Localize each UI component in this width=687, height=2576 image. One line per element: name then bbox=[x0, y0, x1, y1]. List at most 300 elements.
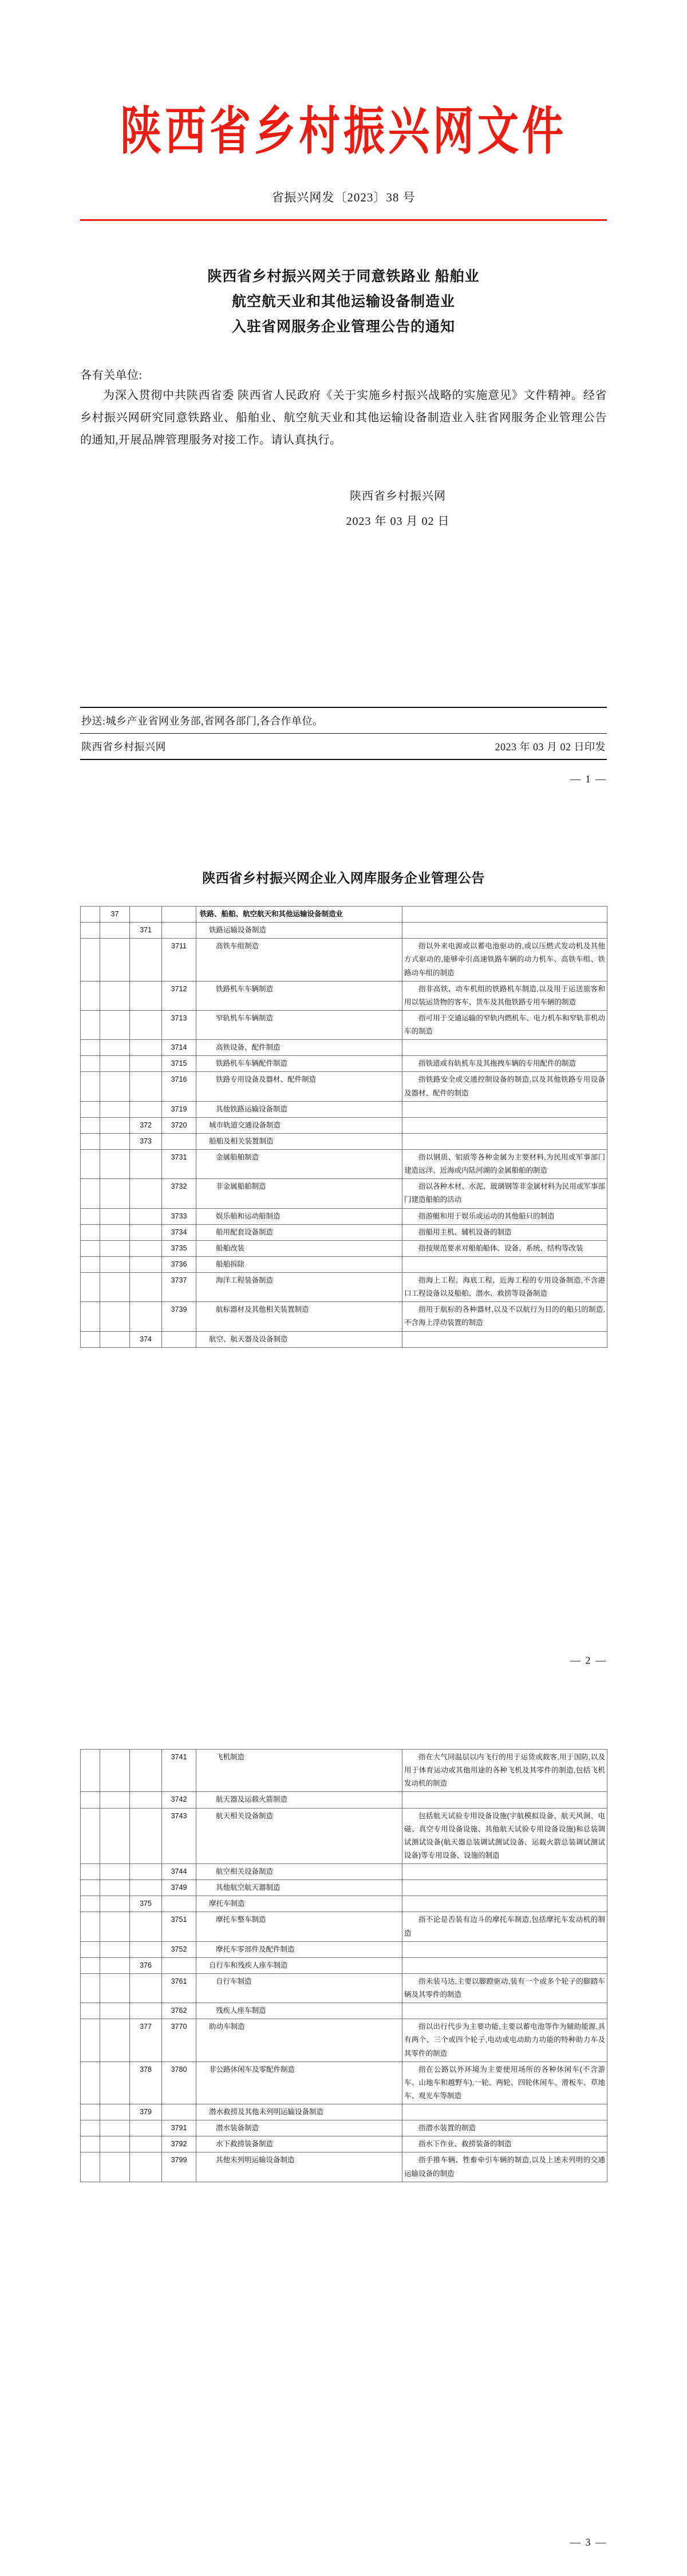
cell-col-a bbox=[81, 1208, 100, 1224]
cell-col-a bbox=[81, 1273, 100, 1302]
cell-category-name: 航空、航天器及设备制造 bbox=[196, 1331, 402, 1347]
cell-category-name: 铁路、船舶、航空航天和其他运输设备制造业 bbox=[196, 907, 402, 923]
cell-class-code: 3749 bbox=[162, 1880, 196, 1896]
document-page-2 bbox=[0, 813, 687, 1694]
table-row bbox=[81, 2003, 607, 2019]
cell-group-code bbox=[130, 907, 162, 923]
cell-category-name: 航空相关设备制造 bbox=[196, 1864, 402, 1880]
cell-section-code bbox=[100, 2104, 130, 2120]
cell-group-code: 371 bbox=[130, 923, 162, 939]
cell-col-a bbox=[81, 2104, 100, 2120]
cell-section-code bbox=[100, 2003, 130, 2019]
page-title-line-2: 航空航天业和其他运输设备制造业 bbox=[231, 294, 455, 310]
table-row bbox=[81, 1040, 607, 1056]
cell-col-a bbox=[81, 1117, 100, 1133]
cell-class-code: 3770 bbox=[162, 2019, 196, 2061]
cell-section-code bbox=[100, 1256, 130, 1272]
cell-class-code: 3761 bbox=[162, 1973, 196, 2003]
cell-section-code bbox=[100, 2120, 130, 2136]
description-text: 指铁路安全或交通控制设备的制造,以及其他铁路专用设备及器材、配件的制造 bbox=[404, 1075, 605, 1097]
cell-col-a bbox=[81, 1010, 100, 1039]
cell-class-code: 3762 bbox=[162, 2003, 196, 2019]
description-text: 指船用主机、辅机设备的制造 bbox=[418, 1228, 512, 1236]
cell-category-name: 铁路运输设备制造 bbox=[196, 923, 402, 939]
table-row bbox=[81, 1973, 607, 2003]
cell-col-a bbox=[81, 2019, 100, 2061]
cell-category-name: 铁路机车车辆配件制造 bbox=[196, 1056, 402, 1072]
cell-col-a bbox=[81, 2003, 100, 2019]
cell-description bbox=[402, 2152, 607, 2182]
document-page-3 bbox=[0, 1694, 687, 2576]
cell-class-code: 3743 bbox=[162, 1808, 196, 1864]
cell-section-code bbox=[100, 1808, 130, 1864]
cell-section-code bbox=[100, 1864, 130, 1880]
table-row bbox=[81, 2104, 607, 2120]
body-paragraph: 为深入贯彻中共陕西省委 陕西省人民政府《关于实施乡村振兴战略的实施意见》文件精神。经省乡村振兴网研究同意铁路业、船舶业、航空航天业和其他运输设备制造业入驻省网服务企业管理公告的通知,开展品牌管理服务对接工作。请认真执行。 bbox=[80, 389, 607, 447]
cell-section-code bbox=[100, 1912, 130, 1941]
cell-col-a bbox=[81, 939, 100, 981]
cell-category-name: 残疾人座车制造 bbox=[196, 2003, 402, 2019]
signature-date: 2023 年 03 月 02 日 bbox=[346, 515, 450, 528]
cell-category-name: 窄轨机车车辆制造 bbox=[196, 1010, 402, 1039]
page-title-line-1: 陕西省乡村振兴网关于同意铁路业 船舶业 bbox=[207, 269, 480, 285]
cell-col-a bbox=[81, 2136, 100, 2152]
cell-class-code: 3719 bbox=[162, 1101, 196, 1117]
cell-category-name: 船舶拆除 bbox=[196, 1256, 402, 1272]
cell-class-code: 3733 bbox=[162, 1208, 196, 1224]
description-text: 指手推车辆、牲畜牵引车辆的制造,以及上述未列明的交通运输设备的制造 bbox=[404, 2156, 605, 2178]
cc-text: 抄送:城乡产业省网业务部,省网各部门,各合作单位。 bbox=[81, 715, 323, 727]
cell-class-code bbox=[162, 1331, 196, 1347]
cell-group-code bbox=[130, 2152, 162, 2182]
cell-description bbox=[402, 1056, 607, 1072]
description-text: 包括航天试验专用设备设施(宇航模拟设备、航天风洞、电磁、真空专用设备设施、其他航天试验专用设备设施)和总装调试测试设备(航天器总装调试测试设备、运载火箭总装调试测试设备)等专用设备、设施的制造 bbox=[404, 1811, 605, 1859]
cell-category-name: 航天器及运载火箭制造 bbox=[196, 1792, 402, 1808]
cell-description bbox=[402, 1957, 607, 1973]
cell-group-code: 375 bbox=[130, 1896, 162, 1912]
cell-section-code bbox=[100, 923, 130, 939]
cell-col-a bbox=[81, 1912, 100, 1941]
issuer-name: 陕西省乡村振兴网 bbox=[81, 741, 166, 753]
cell-section-code bbox=[100, 1056, 130, 1072]
cell-category-name: 飞机制造 bbox=[196, 1750, 402, 1792]
annex-title: 陕西省乡村振兴网企业入网库服务企业管理公告 bbox=[202, 870, 485, 885]
table-row bbox=[81, 1880, 607, 1896]
document-page-1 bbox=[0, 0, 687, 813]
cell-class-code: 3711 bbox=[162, 939, 196, 981]
cell-category-name: 助动车制造 bbox=[196, 2019, 402, 2061]
cell-description bbox=[402, 1133, 607, 1149]
table-row bbox=[81, 1072, 607, 1101]
table-row bbox=[81, 1240, 607, 1256]
cell-group-code: 379 bbox=[130, 2104, 162, 2120]
table-row bbox=[81, 1273, 607, 1302]
cell-section-code: 37 bbox=[100, 907, 130, 923]
cell-description bbox=[402, 1208, 607, 1224]
cell-col-a bbox=[81, 981, 100, 1010]
cell-class-code bbox=[162, 1896, 196, 1912]
cell-description bbox=[402, 1973, 607, 2003]
cell-category-name: 娱乐船和运动船制造 bbox=[196, 1208, 402, 1224]
table-row bbox=[81, 1302, 607, 1331]
cell-class-code bbox=[162, 1133, 196, 1149]
cell-description bbox=[402, 1792, 607, 1808]
cell-group-code bbox=[130, 1150, 162, 1179]
description-text: 指以出行代步为主要功能,主要以蓄电池等作为辅助能源,具有两个、三个或四个轮子,电动或电动助力功能的特种助力车及其零件的制造 bbox=[404, 2023, 605, 2057]
cell-category-name: 摩托车零部件及配件制造 bbox=[196, 1941, 402, 1957]
cell-col-a bbox=[81, 2061, 100, 2104]
cell-section-code bbox=[100, 1179, 130, 1208]
cell-group-code: 378 bbox=[130, 2061, 162, 2104]
cell-col-a bbox=[81, 1224, 100, 1240]
cell-class-code bbox=[162, 1957, 196, 1973]
cell-class-code: 3714 bbox=[162, 1040, 196, 1056]
cell-class-code: 3752 bbox=[162, 1941, 196, 1957]
table-row bbox=[81, 981, 607, 1010]
cell-section-code bbox=[100, 1133, 130, 1149]
cell-class-code: 3731 bbox=[162, 1150, 196, 1179]
cell-description bbox=[402, 1240, 607, 1256]
cell-section-code bbox=[100, 1941, 130, 1957]
issue-date: 2023 年 03 月 02 日印发 bbox=[495, 741, 606, 753]
cell-section-code bbox=[100, 1208, 130, 1224]
classification-table-page3 bbox=[80, 1749, 607, 2182]
description-text: 指游艇和用于娱乐或运动的其他船只的制造 bbox=[418, 1212, 555, 1220]
cell-category-name: 水下救捞装备制造 bbox=[196, 2136, 402, 2152]
cell-category-name: 高铁设备、配件制造 bbox=[196, 1040, 402, 1056]
cell-col-a bbox=[81, 1808, 100, 1864]
cell-col-a bbox=[81, 1150, 100, 1179]
cell-class-code: 3732 bbox=[162, 1179, 196, 1208]
table-row bbox=[81, 1808, 607, 1864]
table-row bbox=[81, 2061, 607, 2104]
cell-col-a bbox=[81, 1331, 100, 1347]
cell-col-a bbox=[81, 1896, 100, 1912]
cell-description bbox=[402, 2019, 607, 2061]
table-row bbox=[81, 1256, 607, 1272]
document-number: 省振兴网发〔2023〕38 号 bbox=[271, 191, 416, 205]
cell-description bbox=[402, 939, 607, 981]
cell-col-a bbox=[81, 1072, 100, 1101]
cell-description bbox=[402, 1331, 607, 1347]
cell-col-a bbox=[81, 1040, 100, 1056]
signer-name: 陕西省乡村振兴网 bbox=[350, 490, 446, 503]
cell-description bbox=[402, 1880, 607, 1896]
description-text: 指不论是否装有边斗的摩托车制造,包括摩托车发动机的制造 bbox=[404, 1916, 605, 1937]
cell-category-name: 铁路专用设备及器材、配件制造 bbox=[196, 1072, 402, 1101]
description-text: 指以各种木材、水泥、玻璃钢等非金属材料为民用或军事部门建造船舶的活动 bbox=[404, 1182, 605, 1204]
cell-description bbox=[402, 1273, 607, 1302]
cell-category-name: 高铁车组制造 bbox=[196, 939, 402, 981]
issuer-line bbox=[80, 734, 607, 759]
cell-group-code bbox=[130, 1302, 162, 1331]
footer-rule-bottom bbox=[80, 759, 607, 760]
cell-class-code bbox=[162, 923, 196, 939]
cell-class-code bbox=[162, 907, 196, 923]
table-row bbox=[81, 1010, 607, 1039]
cell-class-code: 3736 bbox=[162, 1256, 196, 1272]
cell-group-code bbox=[130, 1240, 162, 1256]
cell-description bbox=[402, 923, 607, 939]
cell-section-code bbox=[100, 1150, 130, 1179]
table-row bbox=[81, 2120, 607, 2136]
cell-class-code: 3744 bbox=[162, 1864, 196, 1880]
cell-description bbox=[402, 1808, 607, 1864]
cell-group-code bbox=[130, 1256, 162, 1272]
cell-class-code bbox=[162, 2104, 196, 2120]
cell-col-a bbox=[81, 1133, 100, 1149]
cell-description bbox=[402, 1256, 607, 1272]
cell-section-code bbox=[100, 1880, 130, 1896]
cell-group-code: 376 bbox=[130, 1957, 162, 1973]
cell-description bbox=[402, 1117, 607, 1133]
cell-section-code bbox=[100, 2152, 130, 2182]
cell-group-code bbox=[130, 1010, 162, 1039]
cell-group-code bbox=[130, 1973, 162, 2003]
cell-group-code bbox=[130, 1912, 162, 1941]
cell-section-code bbox=[100, 2019, 130, 2061]
masthead-title: 陕西省乡村振兴网文件 bbox=[120, 103, 567, 160]
cell-description bbox=[402, 1864, 607, 1880]
table-row bbox=[81, 1896, 607, 1912]
table-row bbox=[81, 2152, 607, 2182]
cell-section-code bbox=[100, 981, 130, 1010]
cell-description bbox=[402, 1941, 607, 1957]
cell-group-code bbox=[130, 1792, 162, 1808]
description-text: 指在大气同温层以内飞行的用于运货或载客,用于国防,以及用于体育运动或其他用途的各种飞机及其零件的制造,包括飞机发动机的制造 bbox=[404, 1753, 605, 1788]
cell-group-code bbox=[130, 939, 162, 981]
cell-class-code: 3737 bbox=[162, 1273, 196, 1302]
cell-group-code: 373 bbox=[130, 1133, 162, 1149]
cell-description bbox=[402, 1912, 607, 1941]
page-number: — 3 — bbox=[570, 2537, 607, 2548]
cell-category-name: 海洋工程装备制造 bbox=[196, 1273, 402, 1302]
cell-group-code bbox=[130, 1750, 162, 1792]
cell-category-name: 船舶改装 bbox=[196, 1240, 402, 1256]
table-row bbox=[81, 1056, 607, 1072]
description-text: 指水下作业、救捞装备的制造 bbox=[418, 2140, 512, 2148]
cell-col-a bbox=[81, 1750, 100, 1792]
cell-category-name: 城市轨道交通设备制造 bbox=[196, 1117, 402, 1133]
cell-group-code bbox=[130, 1808, 162, 1864]
table-row bbox=[81, 1208, 607, 1224]
table-row bbox=[81, 1101, 607, 1117]
cell-section-code bbox=[100, 1224, 130, 1240]
cell-group-code: 377 bbox=[130, 2019, 162, 2061]
page-title-line-3: 入驻省网服务企业管理公告的通知 bbox=[231, 319, 455, 335]
cell-category-name: 船用配套设备制造 bbox=[196, 1224, 402, 1240]
salutation: 各有关单位: bbox=[80, 369, 143, 382]
cell-section-code bbox=[100, 1010, 130, 1039]
page-number: — 2 — bbox=[570, 1655, 607, 1666]
cell-col-a bbox=[81, 1957, 100, 1973]
table-row bbox=[81, 1224, 607, 1240]
cell-class-code: 3713 bbox=[162, 1010, 196, 1039]
cell-section-code bbox=[100, 2061, 130, 2104]
cell-category-name: 非金属船舶制造 bbox=[196, 1179, 402, 1208]
cell-group-code bbox=[130, 1056, 162, 1072]
cell-section-code bbox=[100, 1973, 130, 2003]
cell-description bbox=[402, 2003, 607, 2019]
cell-group-code: 374 bbox=[130, 1331, 162, 1347]
cell-group-code bbox=[130, 1880, 162, 1896]
cell-description bbox=[402, 981, 607, 1010]
cell-class-code: 3742 bbox=[162, 1792, 196, 1808]
cell-section-code bbox=[100, 1273, 130, 1302]
description-text: 指未装马达,主要以脚蹬驱动,装有一个或多个轮子的脚踏车辆及其零件的制造 bbox=[404, 1977, 605, 1999]
table-row bbox=[81, 1133, 607, 1149]
cell-description bbox=[402, 907, 607, 923]
table-row bbox=[81, 1150, 607, 1179]
cell-description bbox=[402, 2061, 607, 2104]
cell-col-a bbox=[81, 923, 100, 939]
cell-group-code bbox=[130, 1224, 162, 1240]
cell-description bbox=[402, 1179, 607, 1208]
table-row bbox=[81, 1792, 607, 1808]
cell-group-code bbox=[130, 981, 162, 1010]
cell-category-name: 潜水装备制造 bbox=[196, 2120, 402, 2136]
cell-description bbox=[402, 1010, 607, 1039]
description-text: 指海上工程、海底工程、近海工程的专用设备制造,不含港口工程设备以及船舶、潜水、救捞等设备制造 bbox=[404, 1276, 605, 1298]
cell-description bbox=[402, 2136, 607, 2152]
page-number: — 1 — bbox=[570, 773, 607, 785]
cell-description bbox=[402, 1302, 607, 1331]
description-text: 指按规范要求对船舶船体、设备、系统、结构等改装 bbox=[418, 1244, 583, 1252]
table-row bbox=[81, 1117, 607, 1133]
description-text: 指铁道或有轨机车及其拖拽车辆的专用配件的制造 bbox=[418, 1059, 577, 1068]
cell-description bbox=[402, 1750, 607, 1792]
cell-description bbox=[402, 1101, 607, 1117]
table-row bbox=[81, 1941, 607, 1957]
cell-class-code: 3741 bbox=[162, 1750, 196, 1792]
cell-category-name: 船舶及相关装置制造 bbox=[196, 1133, 402, 1149]
cell-category-name: 潜水救捞及其他未列明运输设备制造 bbox=[196, 2104, 402, 2120]
description-text: 指以钢质、铝质等各种金属为主要材料,为民用或军事部门建造远洋、近海或内陆河湖的金属船舶的制造 bbox=[404, 1153, 605, 1175]
cell-description bbox=[402, 2120, 607, 2136]
cell-group-code bbox=[130, 2136, 162, 2152]
cell-description bbox=[402, 1150, 607, 1179]
cell-class-code: 3720 bbox=[162, 1117, 196, 1133]
cell-class-code: 3751 bbox=[162, 1912, 196, 1941]
cell-class-code: 3716 bbox=[162, 1072, 196, 1101]
cell-description bbox=[402, 2104, 607, 2120]
page-title bbox=[80, 264, 607, 339]
table-row bbox=[81, 939, 607, 981]
cell-category-name: 摩托车整车制造 bbox=[196, 1912, 402, 1941]
cell-col-a bbox=[81, 1941, 100, 1957]
cell-class-code: 3791 bbox=[162, 2120, 196, 2136]
cell-class-code: 3799 bbox=[162, 2152, 196, 2182]
cell-section-code bbox=[100, 1331, 130, 1347]
cc-line bbox=[80, 708, 607, 733]
cell-group-code bbox=[130, 1208, 162, 1224]
cell-col-a bbox=[81, 1864, 100, 1880]
cell-col-a bbox=[81, 2152, 100, 2182]
cell-col-a bbox=[81, 2120, 100, 2136]
cell-section-code bbox=[100, 1101, 130, 1117]
cell-section-code bbox=[100, 1957, 130, 1973]
cell-category-name: 金属船舶制造 bbox=[196, 1150, 402, 1179]
cell-class-code: 3792 bbox=[162, 2136, 196, 2152]
table-row bbox=[81, 1750, 607, 1792]
cell-col-a bbox=[81, 1302, 100, 1331]
cell-col-a bbox=[81, 1101, 100, 1117]
cell-section-code bbox=[100, 1040, 130, 1056]
description-text: 指非高铁、动车机组的铁路机车制造,以及用于运送旅客和用以装运货物的客车、货车及其他铁路专用车辆的制造 bbox=[404, 984, 605, 1006]
cell-section-code bbox=[100, 1750, 130, 1792]
cell-class-code: 3715 bbox=[162, 1056, 196, 1072]
cell-group-code: 372 bbox=[130, 1117, 162, 1133]
cell-section-code bbox=[100, 1896, 130, 1912]
cell-class-code: 3712 bbox=[162, 981, 196, 1010]
cell-col-a bbox=[81, 1973, 100, 2003]
cell-group-code bbox=[130, 1101, 162, 1117]
cell-description bbox=[402, 1896, 607, 1912]
table-row bbox=[81, 923, 607, 939]
table-row bbox=[81, 1331, 607, 1347]
cell-class-code: 3739 bbox=[162, 1302, 196, 1331]
cell-col-a bbox=[81, 1256, 100, 1272]
cell-col-a bbox=[81, 1179, 100, 1208]
cell-category-name: 航天相关设备制造 bbox=[196, 1808, 402, 1864]
description-text: 指潜水装置的制造 bbox=[418, 2124, 476, 2132]
cell-group-code bbox=[130, 1273, 162, 1302]
table-row bbox=[81, 907, 607, 923]
table-row bbox=[81, 1912, 607, 1941]
table-row bbox=[81, 1864, 607, 1880]
cell-col-a bbox=[81, 907, 100, 923]
cell-group-code bbox=[130, 1941, 162, 1957]
cell-col-a bbox=[81, 1056, 100, 1072]
cell-category-name: 自行车制造 bbox=[196, 1973, 402, 2003]
cell-section-code bbox=[100, 2136, 130, 2152]
cell-section-code bbox=[100, 1072, 130, 1101]
cell-description bbox=[402, 1072, 607, 1101]
cell-class-code: 3735 bbox=[162, 1240, 196, 1256]
classification-table-page2 bbox=[80, 906, 607, 1348]
cell-col-a bbox=[81, 1792, 100, 1808]
cell-category-name: 其他铁路运输设备制造 bbox=[196, 1101, 402, 1117]
table-row bbox=[81, 1179, 607, 1208]
cell-group-code bbox=[130, 2003, 162, 2019]
cell-col-a bbox=[81, 1880, 100, 1896]
table-row bbox=[81, 2136, 607, 2152]
cell-group-code bbox=[130, 1040, 162, 1056]
cell-category-name: 铁路机车车辆制造 bbox=[196, 981, 402, 1010]
description-text: 指以外来电源或以蓄电池驱动的,或以压燃式发动机及其他方式驱动的,能够牵引高速铁路车辆的动力机车、高铁车组、铁路动车组的制造 bbox=[404, 942, 605, 977]
cell-category-name: 航标器材及其他相关装置制造 bbox=[196, 1302, 402, 1331]
cell-category-name: 其他航空航天器制造 bbox=[196, 1880, 402, 1896]
cell-class-code: 3780 bbox=[162, 2061, 196, 2104]
classification-table-wrap-page2 bbox=[80, 906, 607, 1348]
table-row bbox=[81, 1957, 607, 1973]
cell-description bbox=[402, 1040, 607, 1056]
footer-block bbox=[80, 707, 607, 760]
classification-table-wrap-page3 bbox=[80, 1694, 607, 2182]
table-row bbox=[81, 2019, 607, 2061]
cell-group-code bbox=[130, 1179, 162, 1208]
cell-group-code bbox=[130, 1864, 162, 1880]
red-separator-rule bbox=[80, 219, 607, 221]
cell-section-code bbox=[100, 1117, 130, 1133]
cell-category-name: 其他未列明运输设备制造 bbox=[196, 2152, 402, 2182]
description-text: 指可用于交通运输的窄轨内燃机车、电力机车和窄轨非机动车的制造 bbox=[404, 1014, 605, 1035]
cell-section-code bbox=[100, 1240, 130, 1256]
cell-group-code bbox=[130, 2120, 162, 2136]
cell-description bbox=[402, 1224, 607, 1240]
cell-category-name: 摩托车制造 bbox=[196, 1896, 402, 1912]
description-text: 指用于航标的各种器材,以及不以航行为目的的船只的制造,不含海上浮动装置的制造 bbox=[404, 1305, 605, 1327]
